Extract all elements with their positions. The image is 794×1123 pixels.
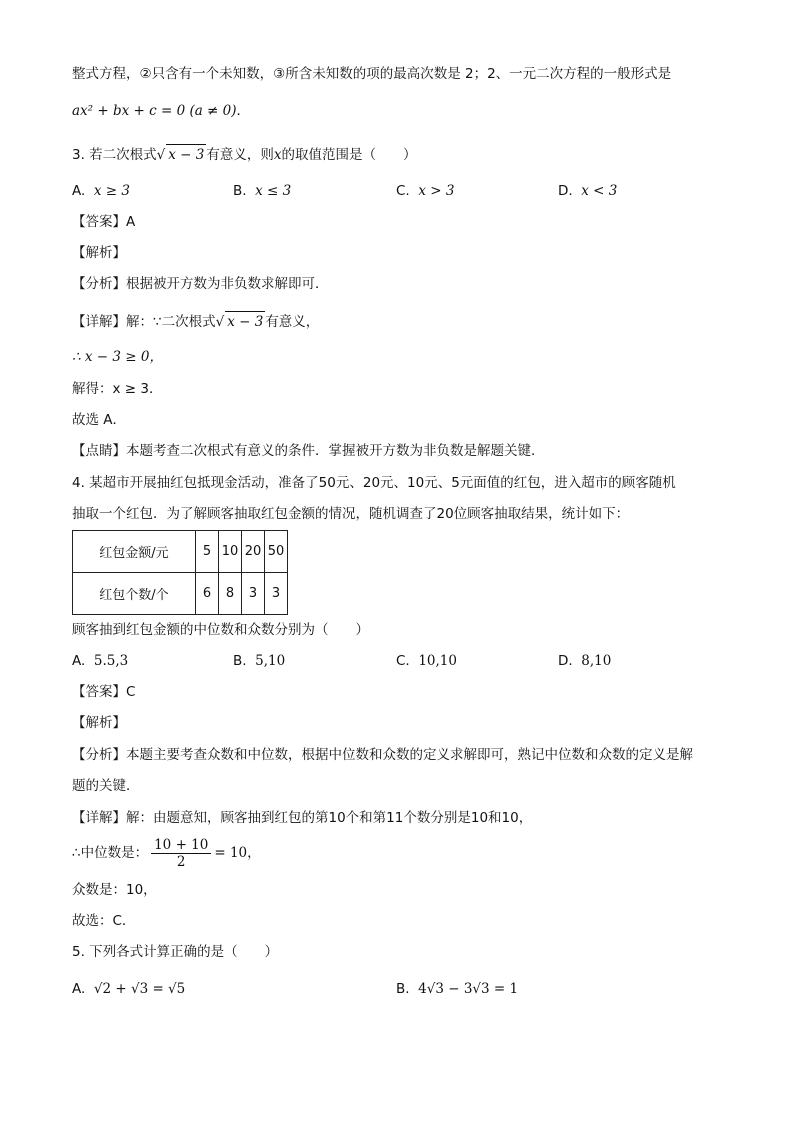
q4-option-a: A. 5.5,3 (72, 653, 129, 669)
q4-option-d: D. 8,10 (558, 653, 612, 669)
sqrt-icon: √ (215, 314, 225, 330)
q3-step-1: ∴ x − 3 ≥ 0， (72, 349, 163, 365)
q4-answer: 【答案】C (72, 684, 136, 700)
q3-step-2: 解得：x ≥ 3． (72, 381, 163, 397)
q4-choose: 故选：C． (72, 913, 136, 929)
q3-option-d: D. x < 3 (558, 183, 618, 199)
sqrt-icon: √ (156, 147, 166, 163)
q3-stem (72, 144, 417, 165)
q3-dianjing: 【点睛】本题考查二次根式有意义的条件．掌握被开方数为非负数是解题关键． (72, 443, 545, 459)
q3-stem-mid: 有意义，则 (206, 147, 274, 163)
q3-xiangjie: 【详解】解：∵二次根式√ x − 3 有意义， (72, 311, 319, 332)
q5-option-b: B. 4√3 − 3√3 = 1 (396, 981, 519, 997)
table-cell: 3 (242, 573, 265, 615)
table-cell: 6 (196, 573, 219, 615)
table-cell: 20 (242, 531, 265, 573)
intro-line-2 (72, 101, 250, 121)
table-header-count: 红包个数/个 (73, 573, 196, 615)
q4-mode: 众数是：10， (72, 882, 157, 898)
q4-analysis-heading: 【解析】 (72, 715, 126, 731)
table-cell: 3 (265, 573, 288, 615)
red-packet-table (72, 530, 288, 615)
intro-line-1: 整式方程，②只含有一个未知数，③所含未知数的项的最高次数是 2；2、一元二次方程的一般形式是 (72, 66, 672, 82)
table-cell: 10 (219, 531, 242, 573)
q3-answer: 【答案】A (72, 214, 136, 230)
q4-fenxi-1: 【分析】本题主要考查众数和中位数，根据中位数和众数的定义求解即可，熟记中位数和众数的定义是解 (72, 747, 693, 763)
q3-fenxi: 【分析】根据被开方数为非负数求解即可． (72, 276, 329, 292)
q3-radicand: x − 3 (166, 144, 206, 165)
q4-stem-2: 抽取一个红包．为了解顾客抽取红包金额的情况，随机调查了20位顾客抽取结果，统计如下： (72, 506, 630, 522)
q3-option-b: B. x ≤ 3 (233, 183, 292, 199)
q3-option-a: A. x ≥ 3 (72, 183, 130, 199)
q3-option-c: C. x > 3 (396, 183, 455, 199)
intro-line-2-end: ． (236, 103, 251, 119)
q4-question: 顾客抽到红包金额的中位数和众数分别为（ ） (72, 622, 369, 638)
table-cell: 5 (196, 531, 219, 573)
q3-stem-before: 3. 若二次根式 (72, 147, 157, 163)
q4-option-c: C. 10,10 (396, 653, 457, 669)
q3-step-3: 故选 A． (72, 412, 127, 428)
table-header-amount: 红包金额/元 (73, 531, 196, 573)
general-form-formula: ax² + bx + c = 0 (a ≠ 0) (72, 103, 237, 119)
q4-median: ∴中位数是： $\frac{10 + 10}{2}$ = 10， (72, 836, 261, 870)
table-cell: 8 (219, 573, 242, 615)
q4-xiangjie: 【详解】解：由题意知，顾客抽到红包的第10个和第11个数分别是10和10， (72, 810, 533, 826)
q4-option-b: B. 5,10 (233, 653, 286, 669)
q5-stem: 5. 下列各式计算正确的是（ ） (72, 944, 279, 960)
q4-fenxi-2: 题的关键． (72, 778, 140, 794)
median-fraction: $\frac{10 + 10}{2}$ (151, 837, 211, 870)
q3-analysis-heading: 【解析】 (72, 245, 126, 261)
q3-stem-after: 的取值范围是（ ） (281, 147, 417, 163)
table-cell: 50 (265, 531, 288, 573)
q5-option-a: A. √2 + √3 = √5 (72, 981, 186, 997)
q4-stem-1: 4. 某超市开展抽红包抵现金活动，准备了50元、20元、10元、5元面值的红包，进入超市的顾客随机 (72, 475, 676, 491)
q3-var: x (273, 147, 282, 163)
